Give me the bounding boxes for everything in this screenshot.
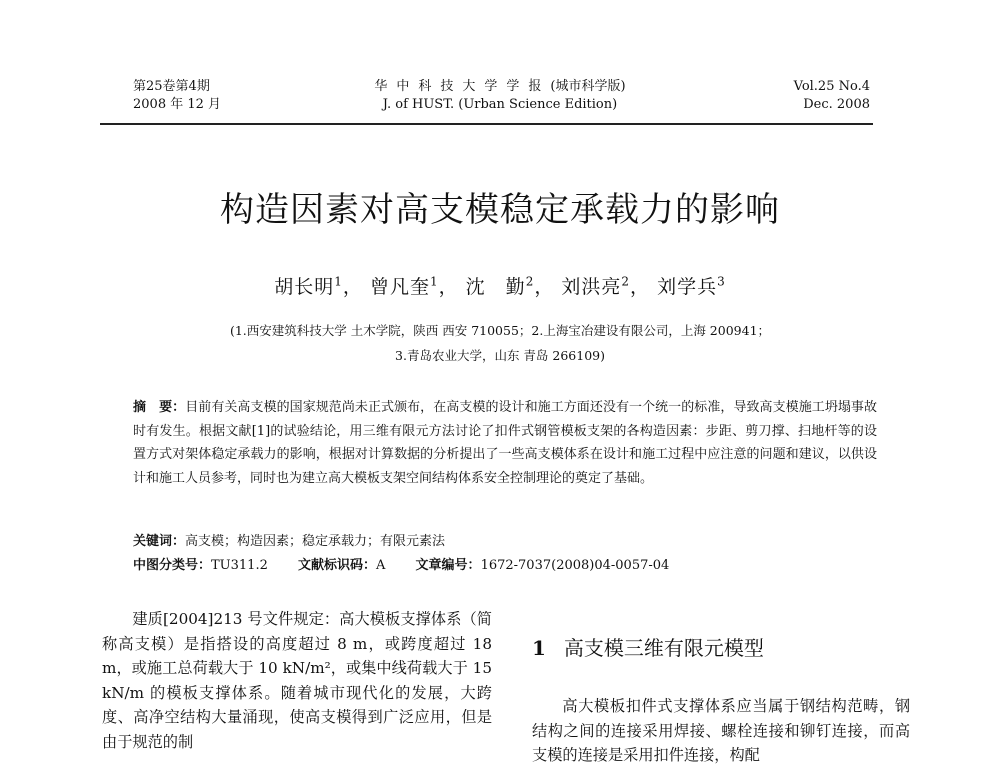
affiliation-line: 3.青岛农业大学，山东 青岛 266109) (395, 348, 605, 363)
clc-value: TU311.2 (211, 558, 268, 573)
journal-volume-en (794, 78, 870, 114)
author-affiliation-mark: 3 (717, 274, 726, 289)
author-affiliation-mark: 2 (525, 274, 535, 289)
article-no-value: 1672-7037(2008)04-0057-04 (480, 558, 670, 573)
section-heading (532, 632, 764, 661)
author: 胡长明 (274, 276, 335, 298)
body-paragraph: 建质[2004]213 号文件规定：高大模板支撑体系（简称高支模）是指搭设的高度超过 8 m，或跨度超过 18 m，或施工总荷载大于 10 kN/m²，或集中线荷载大于 15 kN/m 的模板支撑体系。随着城市现代化的发展，大跨度、高净空结构大量涌现，使高支模得到广泛应用，但是由于规范的制 (102, 610, 492, 751)
body-left-column (102, 607, 492, 754)
author: 沈 勤 (465, 276, 526, 298)
abstract-text: 目前有关高支模的国家规范尚未正式颁布，在高支模的设计和施工方面还没有一个统一的标准，导致高支模施工坍塌事故时有发生。根据文献[1]的试验结论，用三维有限元方法讨论了扣件式钢管模板支架的各构造因素：步距、剪刀撑、扫地杆等的设置方式对架体稳定承载力的影响，根据对计算数据的分析提出了一些高支模体系在设计和施工过程中应注意的问题和建议，以供设计和施工人员参考，同时也为建立高大模板支架空间结构体系安全控制理论的奠定了基础。 (133, 400, 877, 486)
body-right-column (532, 694, 910, 768)
doc-code-label: 文献标识码： (298, 558, 377, 573)
classification-line (133, 556, 669, 576)
publication-date-cn: 2008 年 12 月 (133, 97, 222, 112)
journal-name (330, 78, 670, 114)
section-title: 高支模三维有限元模型 (563, 636, 764, 660)
author: 曾凡奎 (369, 276, 430, 298)
publication-date-en: Dec. 2008 (803, 97, 870, 112)
keywords-text: 高支模；构造因素；稳定承载力；有限元素法 (185, 534, 446, 549)
author-affiliation-mark: 1 (429, 274, 439, 289)
article-no-label: 文章编号： (415, 558, 481, 573)
keywords-label: 关键词： (133, 534, 186, 549)
journal-name-cn: 华中科技大学学报 (374, 79, 551, 94)
journal-volume-info (133, 78, 221, 114)
author: 刘洪亮 (561, 276, 622, 298)
journal-edition-cn: (城市科学版) (550, 79, 626, 94)
doc-code-value: A (376, 558, 386, 573)
header-divider (100, 123, 873, 125)
journal-name-en: J. of HUST. (Urban Science Edition) (382, 97, 618, 112)
author: 刘学兵 (657, 276, 718, 298)
volume-issue-en: Vol.25 No.4 (793, 79, 870, 94)
author-list: 胡长明$^1$， 曾凡奎$^1$， 沈 勤$^2$， 刘洪亮$^2$， 刘学兵$^3$ (274, 274, 726, 298)
affiliations (0, 318, 1000, 368)
body-paragraph: 高大模板扣件式支撑体系应当属于钢结构范畴，钢结构之间的连接采用焊接、螺栓连接和铆钉连接，而高支模的连接是采用扣件连接，构配 (532, 697, 910, 764)
keywords (133, 532, 445, 552)
volume-issue: 第25卷第4期 (133, 79, 210, 94)
paper-title: 构造因素对高支模稳定承载力的影响 (220, 190, 780, 230)
abstract-label: 摘 要： (133, 400, 186, 415)
abstract (133, 396, 877, 490)
affiliation-line: (1.西安建筑科技大学 土木学院，陕西 西安 710055；2.上海宝冶建设有限公司，上海 200941； (229, 323, 771, 338)
section-number: 1 (532, 636, 546, 660)
clc-label: 中图分类号： (133, 558, 212, 573)
author-affiliation-mark: 1 (334, 274, 343, 289)
author-affiliation-mark: 2 (621, 274, 631, 289)
